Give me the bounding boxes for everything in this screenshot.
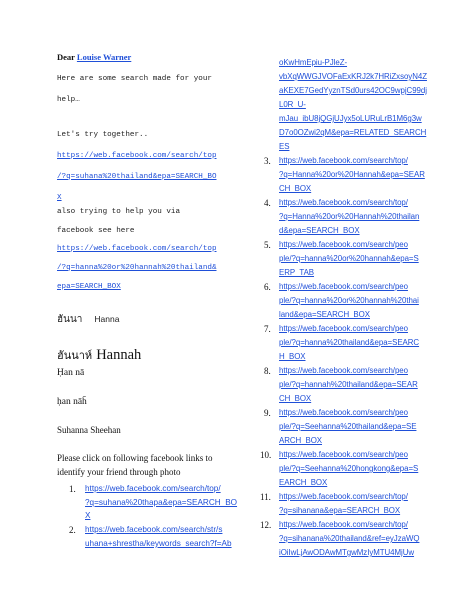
list-number: 8.	[264, 366, 271, 376]
list-number: 9.	[264, 408, 271, 418]
link-line[interactable]: CH_BOX	[279, 394, 312, 403]
thai-name-small	[57, 309, 119, 327]
link-line[interactable]: EARCH_BOX	[279, 478, 328, 487]
link-line[interactable]: https://web.facebook.com/search/peo	[279, 408, 408, 417]
link-line[interactable]: ple/?q=hannah%20thailand&epa=SEAR	[279, 380, 418, 389]
mono-line: help…	[57, 96, 80, 104]
link-line[interactable]: https://web.facebook.com/search/top/	[279, 156, 408, 165]
link-line[interactable]: ple/?q=Seehanna%20thailand&epa=SE	[279, 422, 417, 431]
link-line[interactable]: https://web.facebook.com/search/top/	[279, 492, 408, 501]
link-line[interactable]: L0R_U-	[279, 100, 306, 109]
transliteration-2: ḥan nāh̄	[57, 397, 87, 407]
latin-text: Hanna	[94, 314, 120, 324]
full-name: Suhanna Sheehan	[57, 425, 121, 435]
list-number: 4.	[264, 198, 271, 208]
mono-line: facebook see here	[57, 227, 135, 235]
mono-link[interactable]: https://web.facebook.com/search/top	[57, 245, 217, 253]
list-number: 3.	[264, 156, 271, 166]
list-number: 12.	[260, 520, 272, 530]
link-line[interactable]: uhana+shrestha/keywords_search?f=Ab	[85, 539, 232, 548]
mono-link[interactable]: https://web.facebook.com/search/top	[57, 152, 217, 160]
link-line[interactable]: https://web.facebook.com/search/peo	[279, 366, 408, 375]
link-line[interactable]: d&epa=SEARCH_BOX	[279, 226, 360, 235]
transliteration-1: Ḥan nā	[57, 368, 85, 378]
link-line[interactable]: https://web.facebook.com/search/peo	[279, 240, 408, 249]
link-line[interactable]: ?q=Hanna%20or%20Hannah%20thailan	[279, 212, 420, 221]
list-number: 7.	[264, 324, 271, 334]
link-line[interactable]: ple/?q=hanna%20or%20hannah&epa=S	[279, 254, 419, 263]
link-line[interactable]: iOiIwLjAwODAwMTgwMzIyMTU4MjUw	[279, 548, 415, 557]
list-number: 5.	[264, 240, 271, 250]
mono-line: Here are some search made for your	[57, 75, 212, 83]
link-line[interactable]: https://web.facebook.com/search/peo	[279, 282, 408, 291]
link-line[interactable]: https://web.facebook.com/search/peo	[279, 324, 408, 333]
salutation	[57, 52, 131, 62]
list-number: 11.	[260, 492, 271, 502]
thai-text: ฮันนาห์	[57, 350, 93, 362]
recipient-link[interactable]: Louise Warner	[76, 52, 132, 62]
link-line[interactable]: ES	[279, 142, 290, 151]
link-line[interactable]: ple/?q=hanna%20or%20hannah%20thai	[279, 296, 419, 305]
link-line[interactable]: ERP_TAB	[279, 268, 315, 277]
link-line[interactable]: D7o0OZwi2qM&epa=RELATED_SEARCH	[279, 128, 427, 137]
link-line[interactable]: https://web.facebook.com/search/top/	[85, 484, 221, 493]
mono-link[interactable]: /?q=suhana%20thailand&epa=SEARCH_BO	[57, 173, 217, 181]
link-line[interactable]: vbXqWWGJVOFaExKRJ2k7HRiZxsoyN4Z	[279, 72, 427, 81]
mono-link[interactable]: X	[57, 194, 62, 202]
list-number: 6.	[264, 282, 271, 292]
instruction-line: identify your friend through photo	[57, 467, 181, 477]
link-line[interactable]: ?q=sihanana&epa=SEARCH_BOX	[279, 506, 401, 515]
mono-line: also trying to help you via	[57, 208, 181, 216]
link-line[interactable]: https://web.facebook.com/search/top/	[279, 198, 408, 207]
link-line[interactable]: ple/?q=hanna%20thailand&epa=SEARC	[279, 338, 420, 347]
link-line[interactable]: ARCH_BOX	[279, 436, 323, 445]
thai-text: ฮันนา	[57, 314, 83, 325]
mono-link[interactable]: /?q=hanna%20or%20hannah%20thailand&	[57, 264, 217, 272]
link-line[interactable]: ?q=Hanna%20or%20Hannah&epa=SEAR	[279, 170, 425, 179]
link-line[interactable]: oKwHmEpiu-PJleZ-	[279, 58, 348, 67]
link-line[interactable]: ?q=suhana%20thapa&epa=SEARCH_BO	[85, 498, 238, 507]
link-line[interactable]: ple/?q=Seehanna%20hongkong&epa=S	[279, 464, 419, 473]
list-number: 2.	[69, 525, 76, 535]
mono-link[interactable]: epa=SEARCH_BOX	[57, 283, 121, 291]
link-line[interactable]: ?q=sihanana%20thailand&ref=eyJzaWQ	[279, 534, 420, 543]
link-line[interactable]: mJau_ibU8jQGjUJyx5oLURuLrB1M6g3w	[279, 114, 422, 123]
link-line[interactable]: X	[85, 511, 91, 520]
thai-name-big	[57, 346, 141, 364]
link-line[interactable]: land&epa=SEARCH_BOX	[279, 310, 370, 319]
instruction-line: Please click on following facebook links to	[57, 453, 213, 463]
link-line[interactable]: https://web.facebook.com/search/peo	[279, 450, 408, 459]
link-line[interactable]: H_BOX	[279, 352, 306, 361]
link-line[interactable]: https://web.facebook.com/search/top/	[279, 520, 408, 529]
latin-text: Hannah	[96, 347, 142, 363]
link-line[interactable]: https://web.facebook.com/search/str/s	[85, 525, 223, 534]
dear-prefix: Dear	[57, 52, 75, 62]
list-number: 10.	[260, 450, 272, 460]
link-line[interactable]: CH_BOX	[279, 184, 312, 193]
link-line[interactable]: aKEXE7GedYyznTSd0urs42OC9wpjC99dj	[279, 86, 427, 95]
list-number: 1.	[69, 484, 76, 494]
mono-line: Let's try together..	[57, 131, 149, 139]
